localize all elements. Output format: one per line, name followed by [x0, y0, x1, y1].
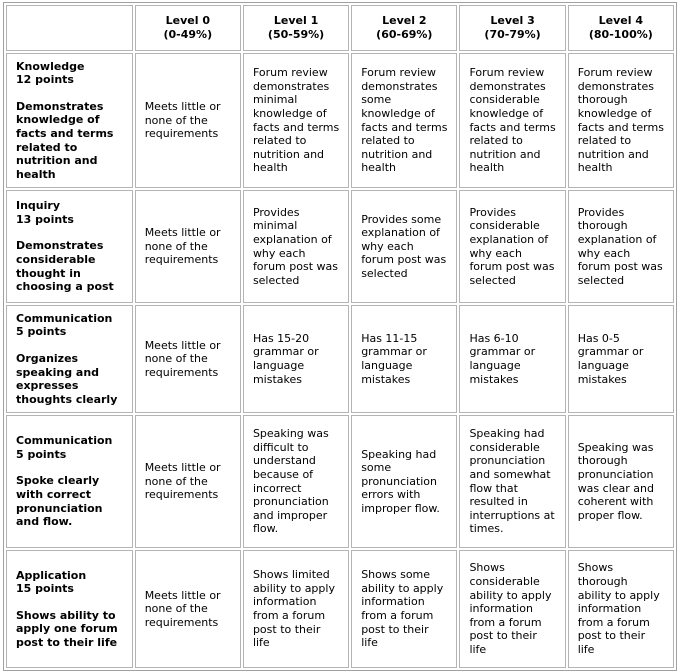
- table-row: [6, 305, 674, 413]
- level-cell: Meets little or none of the requirements: [135, 305, 241, 413]
- level-cell: Speaking was thorough pronunciation was clear and coherent with proper flow.: [568, 415, 674, 548]
- level-range: (50-59%): [267, 28, 325, 41]
- level-header: [135, 5, 241, 51]
- level-cell: Has 11-15 grammar or language mistakes: [351, 305, 457, 413]
- rubric-table: [3, 2, 677, 671]
- level-cell: Shows some ability to apply information from a forum post to their life: [351, 550, 457, 668]
- criterion-title: Communication: [16, 434, 113, 448]
- criterion-description: Spoke clearly with correct pronunciation and flow.: [16, 474, 103, 529]
- level-cell: Speaking had some pronunciation errors with improper flow.: [351, 415, 457, 548]
- level-name: Level 3: [490, 14, 535, 28]
- criterion-title: Communication: [16, 311, 113, 325]
- level-cell: Provides thorough explanation of why each forum post was selected: [568, 190, 674, 303]
- header-row: [6, 5, 674, 51]
- level-cell: Forum review demonstrates considerable knowledge of facts and terms related to nutrition and health: [459, 53, 565, 188]
- level-cell: Speaking was difficult to understand because of incorrect pronunciation and improper flow.: [243, 415, 349, 548]
- level-cell: Provides some explanation of why each forum post was selected: [351, 190, 457, 303]
- level-cell: Forum review demonstrates thorough knowledge of facts and terms related to nutrition and health: [568, 53, 674, 188]
- table-row: [6, 53, 674, 188]
- level-cell: Meets little or none of the requirements: [135, 53, 241, 188]
- level-range: (0-49%): [163, 28, 213, 41]
- criterion-description: Shows ability to apply one forum post to their life: [16, 608, 118, 649]
- level-cell: Provides considerable explanation of why each forum post was selected: [459, 190, 565, 303]
- level-name: Level 4: [598, 14, 644, 28]
- criterion-description: Organizes speaking and expresses thoughts clearly: [16, 351, 118, 406]
- criterion-cell: [6, 415, 133, 548]
- level-header: [459, 5, 565, 51]
- level-cell: Shows considerable ability to apply information from a forum post to their life: [459, 550, 565, 668]
- criterion-points: 13 points: [16, 212, 74, 226]
- level-cell: Forum review demonstrates some knowledge of facts and terms related to nutrition and health: [351, 53, 457, 188]
- table-row: [6, 190, 674, 303]
- criterion-cell: [6, 53, 133, 188]
- criterion-points: 12 points: [16, 73, 74, 87]
- level-range: (80-100%): [588, 28, 653, 41]
- level-cell: Has 0-5 grammar or language mistakes: [568, 305, 674, 413]
- level-cell: Has 15-20 grammar or language mistakes: [243, 305, 349, 413]
- criterion-cell: [6, 305, 133, 413]
- level-range: (70-79%): [484, 28, 541, 41]
- level-cell: Shows limited ability to apply information from a forum post to their life: [243, 550, 349, 668]
- criterion-points: 15 points: [16, 582, 74, 596]
- level-range: (60-69%): [376, 28, 433, 41]
- level-header: [351, 5, 457, 51]
- level-cell: Shows thorough ability to apply information from a forum post to their life: [568, 550, 674, 668]
- level-cell: Provides minimal explanation of why each forum post was selected: [243, 190, 349, 303]
- criterion-cell: [6, 550, 133, 668]
- level-header: [568, 5, 674, 51]
- level-cell: Has 6-10 grammar or language mistakes: [459, 305, 565, 413]
- criterion-title: Knowledge: [16, 59, 85, 73]
- criterion-description: Demonstrates considerable thought in choosing a post: [16, 239, 114, 294]
- corner-cell: [6, 5, 133, 51]
- criterion-title: Application: [16, 568, 87, 582]
- criterion-cell: [6, 190, 133, 303]
- level-name: Level 1: [273, 14, 319, 28]
- level-cell: Forum review demonstrates minimal knowledge of facts and terms related to nutrition and health: [243, 53, 349, 188]
- criterion-title: Inquiry: [16, 199, 60, 213]
- table-row: [6, 550, 674, 668]
- level-header: [243, 5, 349, 51]
- level-cell: Meets little or none of the requirements: [135, 550, 241, 668]
- level-name: Level 2: [382, 14, 427, 28]
- level-cell: Speaking had considerable pronunciation and somewhat flow that resulted in interruptions at times.: [459, 415, 565, 548]
- table-row: [6, 415, 674, 548]
- criterion-description: Demonstrates knowledge of facts and terms related to nutrition and health: [16, 99, 114, 181]
- level-cell: Meets little or none of the requirements: [135, 190, 241, 303]
- criterion-points: 5 points: [16, 325, 67, 339]
- criterion-points: 5 points: [16, 447, 67, 461]
- level-cell: Meets little or none of the requirements: [135, 415, 241, 548]
- level-name: Level 0: [165, 14, 210, 28]
